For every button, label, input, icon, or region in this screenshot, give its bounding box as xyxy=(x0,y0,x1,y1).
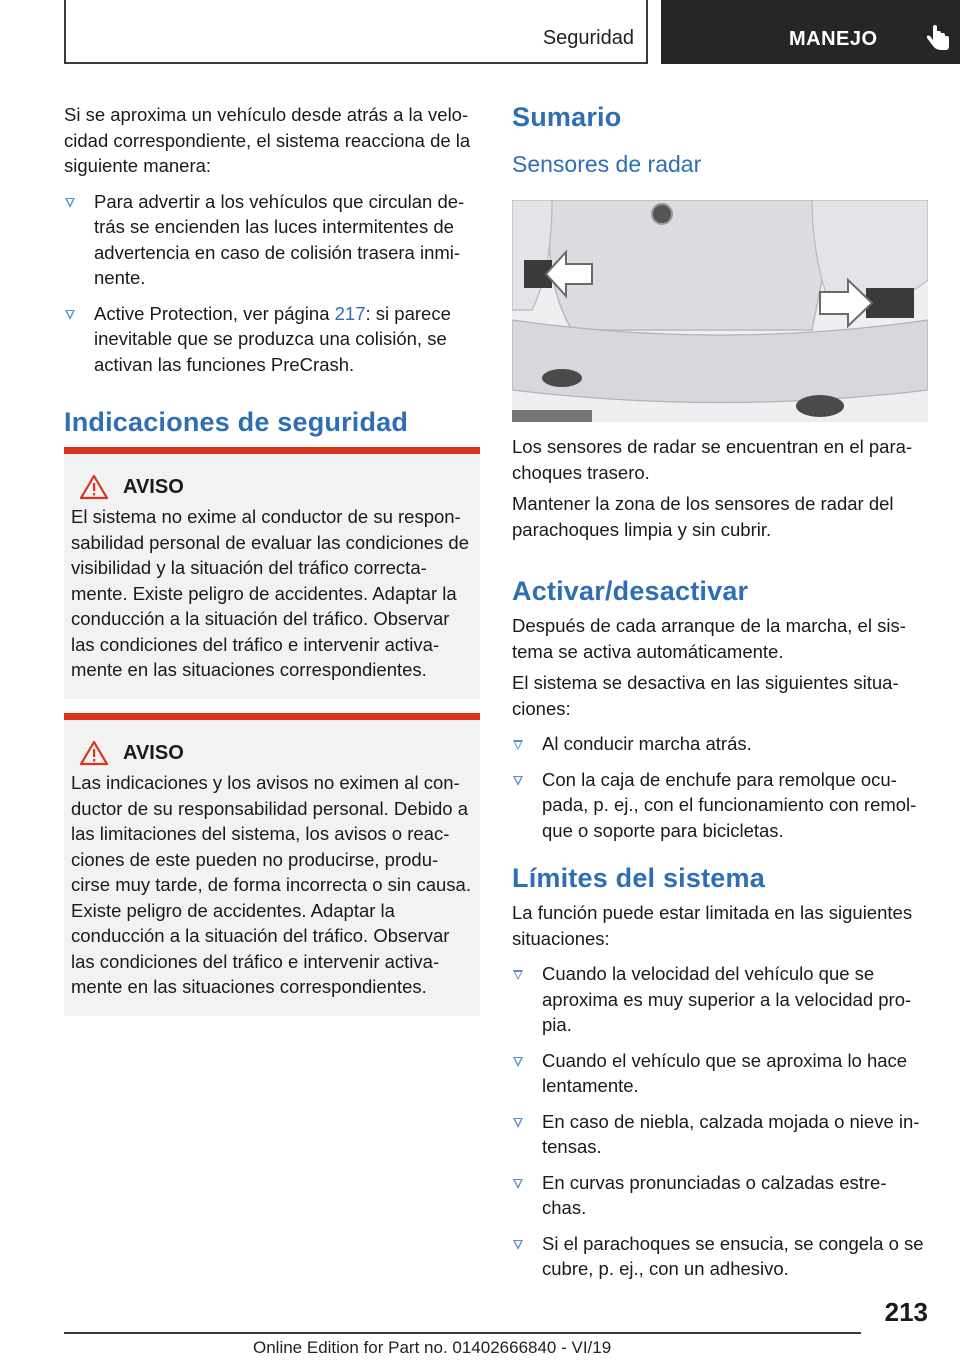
pointing-hand-icon xyxy=(923,24,953,54)
list-item: En curvas pronunciadas o calzadas estre-chas. xyxy=(512,1170,928,1221)
activar-heading: Activar/desactivar xyxy=(512,576,749,606)
list-item: Al conducir marcha atrás. xyxy=(512,731,928,757)
footer-divider xyxy=(64,1332,861,1334)
right-column-body xyxy=(512,434,928,1292)
bullet-triangle-icon xyxy=(513,1118,523,1128)
intro-paragraph: Si se aproxima un vehículo desde atrás a la velo-cidad correspondiente, el sistema reacciona de la siguiente manera: xyxy=(64,104,471,176)
sumario-heading: Sumario xyxy=(512,102,622,132)
header-section-tab xyxy=(64,0,648,64)
bullet-triangle-icon xyxy=(513,740,523,750)
right-column xyxy=(512,102,928,178)
bullet-triangle-icon xyxy=(513,1240,523,1250)
limites-paragraph: La función puede estar limitada en las siguientes situaciones: xyxy=(512,902,913,949)
footer-edition: Online Edition for Part no. 01402666840 - VI/19 xyxy=(253,1338,612,1357)
bullet-triangle-icon xyxy=(513,1179,523,1189)
section-label: Seguridad xyxy=(542,27,634,49)
warning-box-2 xyxy=(64,713,480,1016)
warning-box-1 xyxy=(64,447,480,699)
page-number: 213 xyxy=(884,1297,928,1327)
activar-paragraph-1: Después de cada arranque de la marcha, el sis-tema se activa automáticamente. xyxy=(512,615,906,662)
left-column xyxy=(64,102,480,438)
car-rear-photo xyxy=(512,200,928,422)
list-item: En caso de niebla, calzada mojada o nieve in-tensas. xyxy=(512,1109,928,1160)
bullet-triangle-icon xyxy=(513,776,523,786)
car-rear-illustration xyxy=(512,200,928,422)
deactivate-list xyxy=(512,731,928,843)
safety-heading: Indicaciones de seguridad xyxy=(64,407,409,437)
page-link-217[interactable]: 217 xyxy=(334,302,366,324)
warning-title: AVISO xyxy=(123,475,184,498)
warning-triangle-icon xyxy=(79,740,109,766)
warning-title: AVISO xyxy=(123,741,184,764)
bullet-triangle-icon xyxy=(65,198,75,208)
activar-paragraph-2: El sistema se desactiva en las siguientes situa-ciones: xyxy=(512,672,899,719)
chapter-label: MANEJO xyxy=(789,28,878,50)
reaction-list xyxy=(64,189,480,378)
list-item: Active Protection, ver página 217: si parece inevitable que se produzca una colisión, se activan las funciones PreCrash. xyxy=(64,301,480,378)
warning-triangle-icon xyxy=(79,474,109,500)
header-chapter-tab xyxy=(661,0,960,64)
bullet-triangle-icon xyxy=(513,1057,523,1067)
list-item: Cuando el vehículo que se aproxima lo hace lentamente. xyxy=(512,1048,928,1099)
warning-text: El sistema no exime al conductor de su respon-sabilidad personal de evaluar las condiciones de visibilidad y la situación del tráfico correcta-mente. Existe peligro de accidentes. Adaptar la conducción a la situación del tráfico. Observar las condiciones del tráfico e intervenir activa-mente en las situaciones correspondientes. xyxy=(71,506,470,680)
warning-text: Las indicaciones y los avisos no eximen al con-ductor de su responsabilidad personal. Debido a las limitaciones del sistema, los avisos o reac-ciones de este pueden no producirse, produ-cirse muy tarde, de forma incorrecta o sin causa. Existe peligro de accidentes. Adaptar la conducción a la situación del tráfico. Observar las condiciones del tráfico e intervenir activa-mente en las situaciones correspondientes. xyxy=(71,772,471,997)
list-item: Para advertir a los vehículos que circulan de-trás se encienden las luces intermitentes de advertencia en caso de colisión trasera inmi-nente. xyxy=(64,189,480,291)
limites-heading: Límites del sistema xyxy=(512,863,765,893)
radar-paragraph-2: Mantener la zona de los sensores de radar del parachoques limpia y sin cubrir. xyxy=(512,493,894,540)
bullet-triangle-icon xyxy=(65,310,75,320)
radar-subheading: Sensores de radar xyxy=(512,151,702,177)
bullet-triangle-icon xyxy=(513,970,523,980)
limits-list xyxy=(512,961,928,1282)
list-item: Cuando la velocidad del vehículo que se aproxima es muy superior a la velocidad pro-pia. xyxy=(512,961,928,1038)
list-item: Con la caja de enchufe para remolque ocu-pada, p. ej., con el funcionamiento con remol-que o soporte para bicicletas. xyxy=(512,767,928,844)
radar-paragraph-1: Los sensores de radar se encuentran en el para-choques trasero. xyxy=(512,436,913,483)
list-item: Si el parachoques se ensucia, se congela o se cubre, p. ej., con un adhesivo. xyxy=(512,1231,928,1282)
